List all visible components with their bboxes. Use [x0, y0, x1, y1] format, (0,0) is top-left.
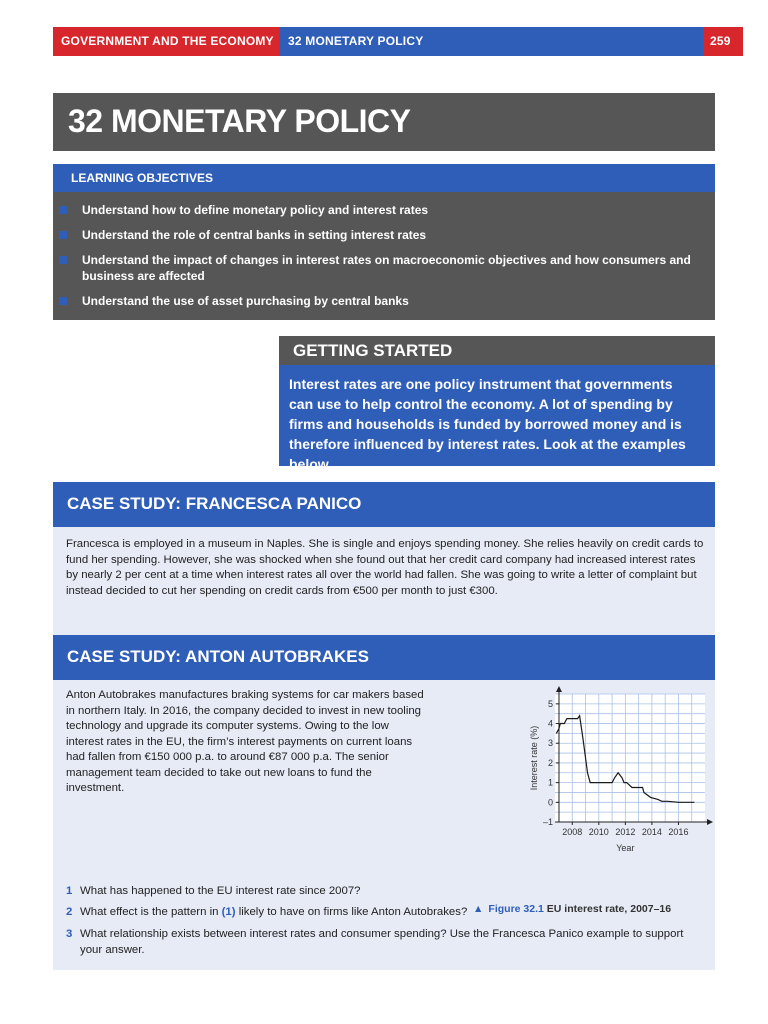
section-tab	[53, 27, 279, 56]
question-text-post: likely to have on firms like Anton Autobrakes?	[235, 906, 468, 918]
learning-objectives-header	[53, 164, 715, 192]
list-item: Understand the use of asset purchasing by central banks	[82, 294, 409, 308]
case-study-2-body	[53, 680, 715, 970]
getting-started-box	[279, 365, 715, 472]
x-axis-label: Year	[616, 843, 635, 853]
getting-started-header	[279, 336, 715, 365]
x-tick-label: 2008	[562, 827, 583, 837]
case-study-2-header	[53, 635, 715, 680]
question-text-pre: What effect is the pattern in	[80, 906, 222, 918]
y-tick-label: 2	[547, 757, 553, 768]
case-study-2-text: Anton Autobrakes manufactures braking systems for car makers based in northern Italy. In 2016, the company decided to invest in new tooling technology and upgrade its computer systems. Owing to the low interest rates in the EU, the firm’s interest payments on current loans had fallen from €150 000 p.a. to around €87 000 p.a. The senior management team decided to take out new loans to fund the investment.	[66, 689, 424, 794]
bullet-icon	[59, 297, 67, 305]
y-tick-label: 0	[547, 797, 553, 808]
bullet-icon	[59, 231, 67, 239]
getting-started-text: Interest rates are one policy instrument that governments can use to help control the economy. A lot of spending by firms and households is funded by borrowed money and is therefore influenced by interest rates. Look at the examples below.	[289, 376, 686, 472]
case-study-1-header	[53, 482, 715, 527]
figure-title: EU interest rate, 2007–16	[546, 903, 672, 915]
y-tick-label: 1	[547, 777, 553, 788]
x-axis-arrow	[707, 819, 713, 825]
learning-objectives-heading: LEARNING OBJECTIVES	[71, 171, 214, 185]
question-text: What relationship exists between interest rates and consumer spending? Use the Francesca Panico example to support your answer.	[80, 928, 684, 956]
x-tick-label: 2016	[668, 827, 689, 837]
question-text	[80, 905, 706, 921]
case-study-1-heading: CASE STUDY: FRANCESCA PANICO	[67, 494, 362, 513]
question-text: What has happened to the EU interest rate since 2007?	[80, 885, 361, 897]
bullet-icon	[59, 256, 67, 264]
x-tick-label: 2010	[588, 827, 609, 837]
question-number: 3	[66, 928, 73, 940]
figure-label: Figure 32.1	[488, 903, 544, 915]
list-item: Understand the impact of changes in interest rates on macroeconomic objectives and how consumers and business are affected	[82, 253, 691, 283]
y-axis-arrow	[556, 686, 562, 692]
list-item: Understand how to define monetary policy and interest rates	[82, 203, 429, 217]
y-axis-label: Interest rate (%)	[529, 725, 539, 791]
case-study-1-text: Francesca is employed in a museum in Naples. She is single and enjoys spending money. She relies heavily on credit cards to fund her spending. However, she was shocked when she found out that her credit card company had increased interest rates by nearly 2 per cent at a time when interest rates all over the world had fallen. She was going to write a letter of complaint but instead decided to cut her spending on credit cards from €500 per month to just €300.	[66, 538, 704, 597]
case-study-2-heading: CASE STUDY: ANTON AUTOBRAKES	[67, 647, 369, 666]
section-name: GOVERNMENT AND THE ECONOMY	[61, 34, 274, 48]
chapter-tab	[279, 27, 703, 56]
list-item: Understand the role of central banks in setting interest rates	[82, 228, 427, 242]
x-tick-label: 2014	[641, 827, 662, 837]
question-1	[66, 884, 706, 900]
triangle-icon: ▲	[473, 903, 484, 915]
page-number: 259	[710, 34, 731, 48]
question-number: 1	[66, 885, 73, 897]
page-number-tab	[703, 27, 743, 56]
learning-objectives-list	[53, 192, 715, 320]
y-tick-label: –1	[542, 817, 553, 827]
bullet-icon	[59, 206, 67, 214]
question-reference: (1)	[221, 906, 236, 918]
case-study-1-body	[53, 527, 715, 635]
question-2	[66, 905, 706, 921]
chapter-name: 32 MONETARY POLICY	[288, 34, 424, 48]
question-3	[66, 927, 706, 958]
y-tick-label: 5	[547, 698, 553, 709]
y-tick-label: 4	[547, 718, 553, 729]
x-tick-label: 2012	[615, 827, 636, 837]
interest-rate-chart	[473, 684, 713, 859]
getting-started-heading: GETTING STARTED	[293, 341, 453, 360]
page-title: 32 MONETARY POLICY	[68, 103, 411, 139]
chapter-title-bar	[53, 93, 715, 151]
question-number: 2	[66, 906, 73, 918]
running-header	[53, 27, 743, 56]
y-tick-label: 3	[547, 738, 553, 749]
